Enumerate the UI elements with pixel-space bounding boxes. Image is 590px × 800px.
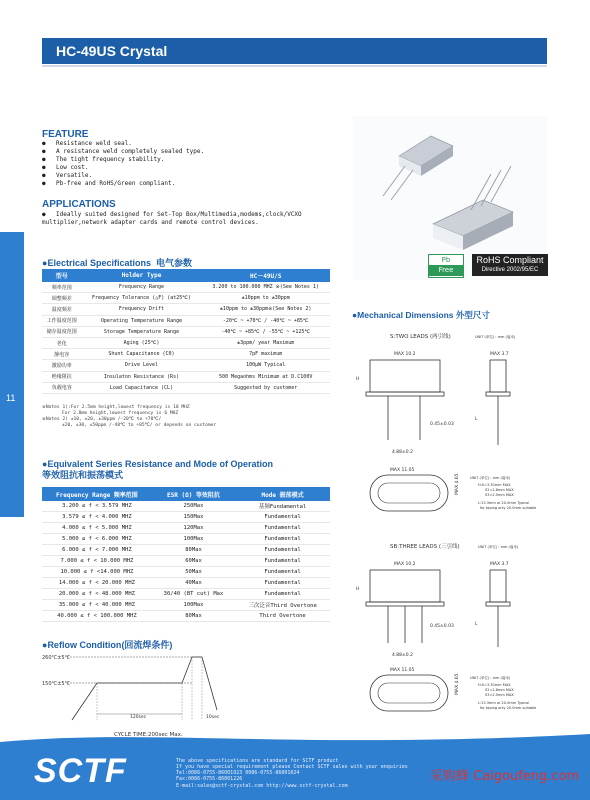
esr-cell: 基频Fundamental: [235, 501, 330, 512]
reflow-duration-2: 10sec: [206, 715, 220, 720]
spec-cell: 老化: [42, 337, 82, 348]
spec-cell: ±3ppm/ year Maximum: [201, 337, 330, 348]
spec-cell: 调整频差: [42, 293, 82, 304]
esr-cell: 35.000 ≤ f < 40.000 MHZ: [42, 600, 152, 611]
applications-heading: APPLICATIONS: [42, 199, 116, 210]
esr-cell: Fundamental: [235, 523, 330, 534]
applications-line-2: multiplier,network adapter cards and remote control devices.: [42, 219, 259, 226]
spec-row: [42, 326, 330, 337]
feature-list: [42, 140, 322, 188]
esr-row: [42, 589, 330, 600]
spec-row: [42, 293, 330, 304]
esr-cell: 3.579 ≤ f < 4.000 MHZ: [42, 512, 152, 523]
spec-note: ※Notes 1):For 2.5mm height,lowest frequency is 10 MHZ: [42, 405, 190, 410]
pb-free-line2: Free: [429, 265, 463, 276]
reflow-cycle-time: CYCLE TIME:200sec Max.: [114, 732, 183, 738]
esr-cell: 100Max: [152, 600, 235, 611]
esr-row: [42, 611, 330, 622]
esr-cell: Fundamental: [235, 545, 330, 556]
footer-line-3: Tel:0086-0755-86001023 0086-0755-86001024: [176, 770, 300, 776]
sb-l-spec-2: for taping only 20.0mm suitable: [480, 706, 537, 710]
sb-h-spec-2: S2=2.8mm MAX: [485, 688, 514, 692]
s-pitch-4-88: 4.88±0.2: [392, 450, 413, 455]
footer-line-2: If you have special requirement please Contact SCTF sales with your enquiries: [176, 764, 408, 770]
esr-cell: 80Max: [152, 545, 235, 556]
esr-cell: 3.200 ≤ f < 3.579 MHZ: [42, 501, 152, 512]
feature-heading: FEATURE: [42, 129, 89, 140]
esr-cell: 250Max: [152, 501, 235, 512]
esr-heading-line: ●Equivalent Series Resistance and Mode of Operation: [42, 459, 273, 469]
electrical-heading-text: Electrical Specifications: [47, 258, 151, 268]
s-l-label: L: [475, 417, 478, 422]
spec-cell: Operating Temperature Range: [82, 315, 202, 326]
spec-cell: 3.200 to 100.000 MHZ ※(See Notes 1): [201, 282, 330, 293]
s-max-10-2: MAX 10.2: [394, 352, 416, 357]
esr-cell: Third Overtone: [235, 611, 330, 622]
applications-text: [42, 211, 342, 227]
esr-cell: 4.000 ≤ f < 5.000 MHZ: [42, 523, 152, 534]
s-h-spec-1: H:S=3.30mm MAX: [478, 483, 511, 487]
spec-cell: Storage Temperature Range: [82, 326, 202, 337]
esr-cell: 5.000 ≤ f < 6.000 MHZ: [42, 534, 152, 545]
esr-row: [42, 556, 330, 567]
reflow-preheat-temp: 150℃±5℃: [42, 681, 71, 687]
sb-h-spec-3: S3=2.5mm MAX: [485, 693, 514, 697]
feature-item: ● Resistance weld seal.: [42, 140, 322, 148]
esr-cell: 40Max: [152, 578, 235, 589]
reflow-heading-cn: (回流焊条件): [121, 640, 173, 650]
esr-row: [42, 534, 330, 545]
page-title: HC-49US Crystal: [56, 43, 168, 59]
sb-unit-2: UNIT (单位) : mm (毫米): [470, 676, 511, 680]
pb-free-line1: Pb: [441, 256, 451, 264]
sb-title: SB:THREE LEADS (三引线): [390, 544, 460, 550]
spec-cell: Insulaton Resistance (Rs): [82, 371, 202, 382]
sb-max-11-05: MAX 11.05: [390, 668, 415, 673]
spec-header-row: [42, 269, 330, 282]
s-l-spec-1: L:13.3mm or 20.0mm Typical: [478, 501, 530, 505]
esr-row: [42, 545, 330, 556]
esr-cell: Fundamental: [235, 534, 330, 545]
esr-cell: 10.000 ≤ f <14.000 MHZ: [42, 567, 152, 578]
s-h-spec-3: S3=2.5mm MAX: [485, 493, 514, 497]
esr-cell: Fundamental: [235, 512, 330, 523]
feature-item: ● Pb-free and RoHS/Green compliant.: [42, 180, 322, 188]
s-unit-2: UNIT (单位) : mm (毫米): [470, 476, 511, 480]
esr-row: [42, 501, 330, 512]
esr-cell: 30/40 (BT cut) Max: [152, 589, 235, 600]
s-unit: UNIT (单位) : mm (毫米): [475, 335, 516, 339]
spec-cell: -40℃ ~ +85℃ / -55℃ ~ +125℃: [201, 326, 330, 337]
drawing-three-leads: [350, 535, 550, 735]
mechanical-heading-cn: 外型尺寸: [455, 310, 490, 320]
spec-body: [42, 282, 330, 393]
spec-cell: 100μW Typical: [201, 360, 330, 371]
spec-cell: 频率范围: [42, 282, 82, 293]
spec-column-header: 型号: [42, 269, 82, 282]
footer-line-4: Fax:0086-0755-86001226: [176, 776, 243, 782]
reflow-heading-text: Reflow Condition: [47, 640, 122, 650]
esr-heading-cn: 等效阻抗和振荡模式: [42, 470, 124, 480]
rohs-sub: Directive 2002/95/EC: [481, 267, 539, 273]
sb-max-3-7: MAX 3.7: [490, 562, 509, 567]
s-max-3-7: MAX 3.7: [490, 352, 509, 357]
spec-column-header: Holder Type: [82, 269, 202, 282]
applications-line-1-text: Ideally suited designed for Set-Top Box/Multimedia,modems,clock/VCXO: [56, 211, 302, 218]
spec-cell: Frequency Tolerance (△F) (at25℃): [82, 293, 202, 304]
spec-cell: 500 Megaohms Minimum at D.C100V: [201, 371, 330, 382]
esr-cell: 80Max: [152, 611, 235, 622]
esr-body: [42, 501, 330, 622]
spec-cell: 储存温度范围: [42, 326, 82, 337]
esr-column-header: Mode 振荡模式: [235, 487, 330, 501]
spec-cell: Load Capacitance (CL): [82, 382, 202, 393]
sb-pitch-4-88: 4.88±0.2: [392, 653, 413, 658]
esr-cell: Fundamental: [235, 567, 330, 578]
spec-cell: Frequency Range: [82, 282, 202, 293]
watermark-brand: 采购蜂 Caigoufeng.com: [430, 769, 580, 784]
sb-l-label: L: [475, 622, 478, 627]
bullet-icon: ●: [42, 211, 46, 218]
esr-cell: 60Max: [152, 556, 235, 567]
spec-cell: Aging (25℃): [82, 337, 202, 348]
esr-heading: [42, 459, 273, 481]
title-underline: [42, 65, 547, 67]
esr-cell: 20.000 ≤ f < 48.000 MHZ: [42, 589, 152, 600]
drawing-two-leads: [350, 325, 550, 525]
spec-note: ±20, ±30, ±50ppm /-40℃ to +85℃/ or depends on customer: [62, 423, 217, 428]
spec-cell: 负载电容: [42, 382, 82, 393]
esr-heading-text: Equivalent Series Resistance and Mode of Operation: [47, 459, 273, 469]
spec-cell: Shunt Capacitance (C0): [82, 349, 202, 360]
footer-line-1: The above specifications are standard for SCTF product: [176, 758, 339, 764]
esr-row: [42, 512, 330, 523]
esr-cell: 100Max: [152, 534, 235, 545]
sb-h-spec-1: H:S=3.30mm MAX: [478, 683, 511, 687]
reflow-curve: [72, 657, 217, 720]
esr-row: [42, 578, 330, 589]
rohs-title: RoHS Compliant: [476, 255, 544, 265]
spec-row: [42, 360, 330, 371]
esr-column-header: ESR (Ω) 等效阻抗: [152, 487, 235, 501]
spec-cell: 7pF maximum: [201, 349, 330, 360]
spec-cell: 静电容: [42, 349, 82, 360]
spec-cell: 温度频差: [42, 304, 82, 315]
spec-row: [42, 282, 330, 293]
mechanical-heading-text: Mechanical Dimensions: [357, 310, 454, 320]
esr-cell: 150Max: [152, 512, 235, 523]
spec-cell: ±10ppm to ±30ppm※(See Notes 2): [201, 304, 330, 315]
electrical-spec-table: [42, 269, 330, 394]
s-title: S:TWO LEADS (两引线): [390, 334, 451, 340]
esr-row: [42, 600, 330, 611]
spec-row: [42, 315, 330, 326]
esr-column-header: Frequency Range 频率范围: [42, 487, 152, 501]
sb-h-label: H: [356, 587, 360, 592]
page-title-bar: [42, 38, 547, 64]
s-max-11-05: MAX 11.05: [390, 468, 415, 473]
s-l-spec-2: for taping only 20.0mm suitable: [480, 506, 537, 510]
spec-cell: 绝缘阻抗: [42, 371, 82, 382]
esr-cell: Fundamental: [235, 578, 330, 589]
side-tab: [0, 232, 24, 517]
spec-cell: ±10ppm to ±30ppm: [201, 293, 330, 304]
sb-max-4-65: MAX 4.65: [455, 673, 460, 695]
esr-cell: Fundamental: [235, 589, 330, 600]
spec-cell: 工作温度范围: [42, 315, 82, 326]
s-h-spec-2: S2=2.8mm MAX: [485, 488, 514, 492]
feature-item: ● Low cost.: [42, 164, 322, 172]
reflow-peak-temp: 260℃±5℃: [42, 655, 71, 661]
spec-cell: -20℃ ~ +70℃ / -40℃ ~ +85℃: [201, 315, 330, 326]
footer-line-5: E-mail:sales@sctf-crystal.com http://www.sctf-crystal.com: [176, 783, 348, 789]
sb-max-10-2: MAX 10.2: [394, 562, 416, 567]
spec-cell: Frequency Drift: [82, 304, 202, 315]
rohs-badge: [472, 254, 548, 276]
esr-cell: 50Max: [152, 567, 235, 578]
spec-cell: Suggested by customer: [201, 382, 330, 393]
spec-row: [42, 382, 330, 393]
reflow-duration-1: 120sec: [130, 715, 147, 720]
spec-notes: [42, 405, 216, 429]
spec-cell: 激励功率: [42, 360, 82, 371]
esr-header-row: [42, 487, 330, 501]
spec-row: [42, 371, 330, 382]
esr-row: [42, 523, 330, 534]
mechanical-heading: ●Mechanical Dimensions 外型尺寸: [352, 310, 490, 320]
esr-table: [42, 487, 330, 622]
esr-cell: 120Max: [152, 523, 235, 534]
esr-cell: 6.000 ≤ f < 7.000 MHZ: [42, 545, 152, 556]
feature-item: ● A resistance weld completely sealed type.: [42, 148, 322, 156]
esr-cell: 40.000 ≤ f < 100.000 MHZ: [42, 611, 152, 622]
esr-cell: 7.000 ≤ f < 10.000 MHZ: [42, 556, 152, 567]
page-number: 11: [6, 393, 16, 403]
electrical-heading: ●Electrical Specifications 电气参数: [42, 258, 193, 268]
spec-column-header: HC－49U/S: [201, 269, 330, 282]
esr-cell: 14.000 ≤ f < 20.000 MHZ: [42, 578, 152, 589]
spec-cell: Drive Level: [82, 360, 202, 371]
spec-row: [42, 349, 330, 360]
s-dia-0-45: 0.45±0.03: [430, 422, 454, 427]
pb-free-badge: [428, 254, 464, 278]
spec-note: For 2.8mm height,lowest frequency is 6 MHZ: [62, 411, 179, 416]
s-h-label: H: [356, 377, 360, 382]
esr-cell: 三次泛音Third Overtone: [235, 600, 330, 611]
reflow-heading: ●Reflow Condition(回流焊条件): [42, 640, 173, 650]
electrical-heading-cn: 电气参数: [156, 258, 193, 268]
esr-row: [42, 567, 330, 578]
feature-item: ● Versatile.: [42, 172, 322, 180]
esr-cell: Fundamental: [235, 556, 330, 567]
spec-row: [42, 304, 330, 315]
sb-l-spec-1: L:13.3mm or 20.0mm Typical: [478, 701, 530, 705]
spec-note: ※Notes 2) ±10, ±20, ±30ppm /-20℃ to +70℃/: [42, 417, 162, 422]
sctf-logo: SCTF: [34, 752, 127, 790]
s-max-4-65: MAX 4.65: [455, 473, 460, 495]
sb-unit: UNIT (单位) : mm (毫米): [478, 545, 519, 549]
applications-line-1: [42, 211, 342, 219]
feature-item: ● The tight frequency stability.: [42, 156, 322, 164]
spec-row: [42, 337, 330, 348]
sb-dia-0-45: 0.45±0.03: [430, 624, 454, 629]
